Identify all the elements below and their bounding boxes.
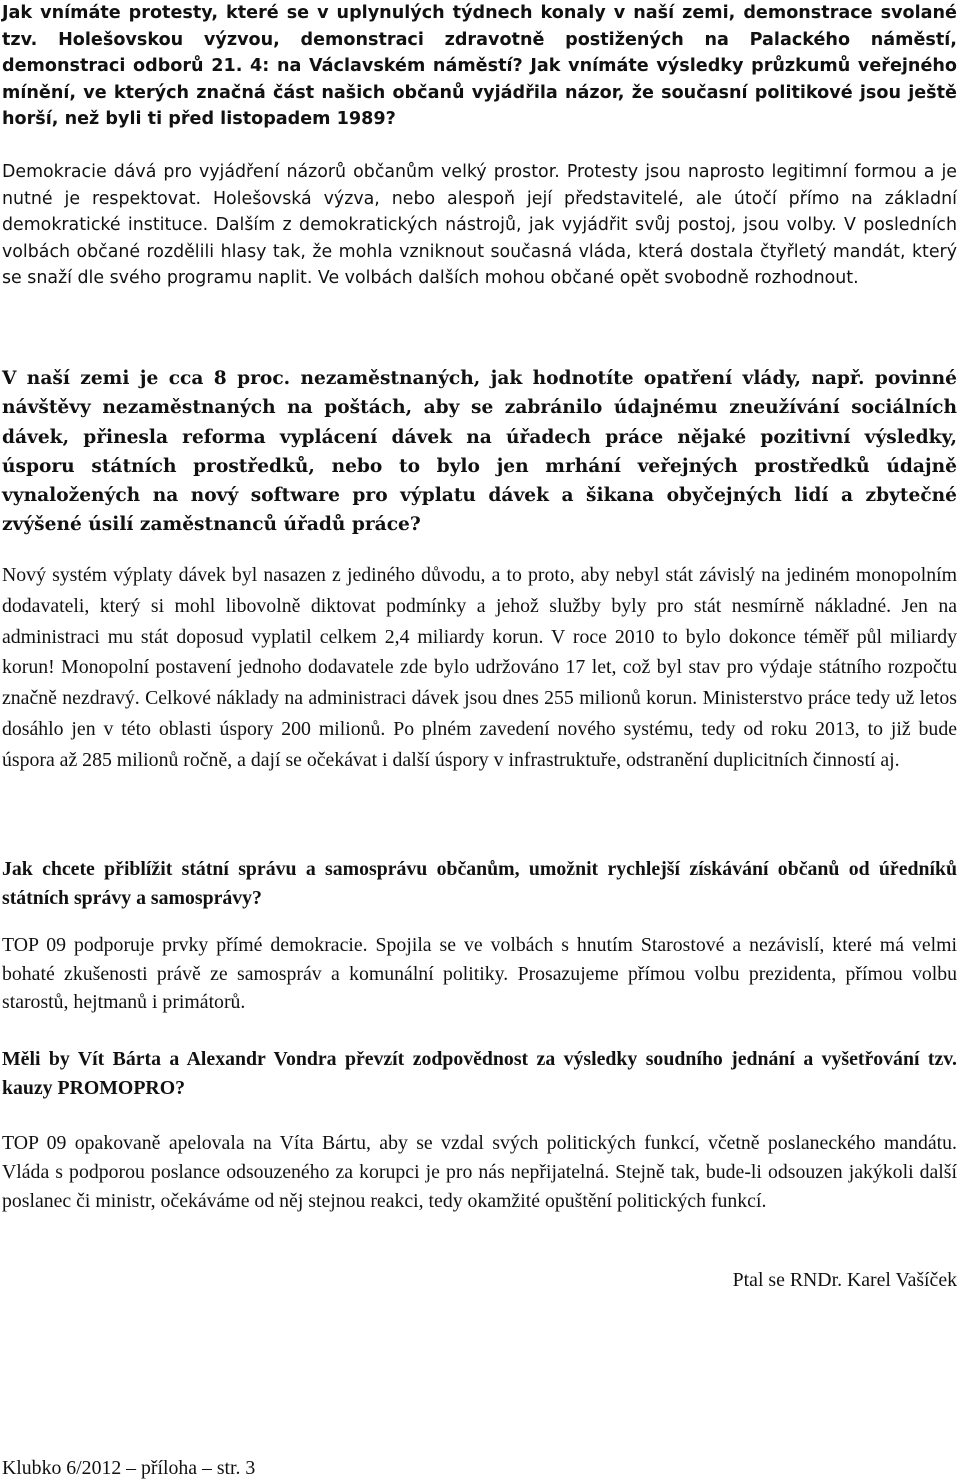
- page-footer: Klubko 6/2012 – příloha – str. 3: [2, 1457, 256, 1479]
- answer-protests: Demokracie dává pro vyjádření názorů občanům velký prostor. Protesty jsou naprosto legitimní formou a je nutné je respektovat. Holešovská výzva, nebo alespoň její představitelé, ale útočí přímo na základní demokratické instituce. Dalším z demokratických nástrojů, jak vyjádřit svůj postoj, jsou volby. V posledních volbách občané rozdělili hlasy tak, že mohla vzniknout současná vláda, která dostala čtyřletý mandát, který se snaží dle svého programu naplit. Ve volbách dalších mohou občané opět svobodně rozhodnout.: [2, 162, 957, 288]
- question-public-administration: Jak chcete přiblížit státní správu a samosprávu občanům, umožnit rychlejší získávání občanů od úředníků státních správy a samosprávy?: [2, 858, 957, 909]
- answer-promopro: TOP 09 opakovaně apelovala na Víta Bártu, aby se vzdal svých politických funkcí, včetně poslaneckého mandátu. Vláda s podporou poslance odsouzeného za korupci je pro nás nepřijatelná. Stejně tak, bude-li odsouzen jakýkoli další poslanec či ministr, očekáváme od něj stejnou reakci, tedy okamžité opuštění politických funkcí.: [2, 1132, 957, 1212]
- question-protests: Jak vnímáte protesty, které se v uplynulých týdnech konaly v naší zemi, demonstrace svolané tzv. Holešovskou výzvou, demonstraci zdravotně postižených na Palackého náměstí, demonstraci odborů 21. 4: na Václavském náměstí? Jak vnímáte výsledky průzkumů veřejného mínění, ve kterých značná část našich občanů vyjádřila názor, že současní politikové jsou ještě horší, než byli ti před listopadem 1989?: [2, 3, 957, 129]
- interviewer-signature: Ptal se RNDr. Karel Vašíček: [732, 1269, 957, 1291]
- answer-unemployment: Nový systém výplaty dávek byl nasazen z jediného důvodu, a to proto, aby nebyl stát závislý na jediném monopolním dodavateli, který si mohl libovolně diktovat podmínky a jehož služby byly pro stát nesmírně nákladné. Jen na administraci mu stát doposud vyplatil celkem 2,4 miliardy korun. V roce 2010 to bylo dokonce téměř půl miliardy korun! Monopolní postavení jednoho dodavatele zde bylo udržováno 17 let, což byl stav pro výdaje státního rozpočtu značně nezdravý. Celkové náklady na administraci dávek jsou dnes 255 milionů korun. Ministerstvo práce tedy už letos dosáhlo jen v této oblasti úspory 200 milionů. Po plném zavedení nového systému, tedy od roku 2013, to již bude úspora až 285 milionů ročně, a dají se očekávat i další úspory v infrastruktuře, odstranění duplicitních činností aj.: [2, 564, 957, 771]
- answer-public-administration: TOP 09 podporuje prvky přímé demokracie. Spojila se ve volbách s hnutím Starostové a nezávislí, které má velmi bohaté zkušenosti právě ze samospráv a komunální politiky. Prosazujeme přímou volbu prezidenta, přímou volbu starostů, hejtmanů i primátorů.: [2, 934, 957, 1013]
- question-promopro: Měli by Vít Bárta a Alexandr Vondra převzít zodpovědnost za výsledky soudního jednání a vyšetřování tzv. kauzy PROMOPRO?: [2, 1048, 957, 1099]
- question-unemployment: V naší zemi je cca 8 proc. nezaměstnaných, jak hodnotíte opatření vlády, např. povinné návštěvy nezaměstnaných na poštách, aby se zabránilo údajnému zneužívání sociálních dávek, přinesla reforma vyplácení dávek na úřadech práce nějaké pozitivní výsledky, úsporu státních prostředků, nebo to bylo jen mrhání veřejných prostředků údajně vynaložených na nový software pro výplatu dávek a šikana obyčejných lidí a zbytečné zvýšené úsilí zaměstnanců úřadů práce?: [2, 368, 957, 536]
